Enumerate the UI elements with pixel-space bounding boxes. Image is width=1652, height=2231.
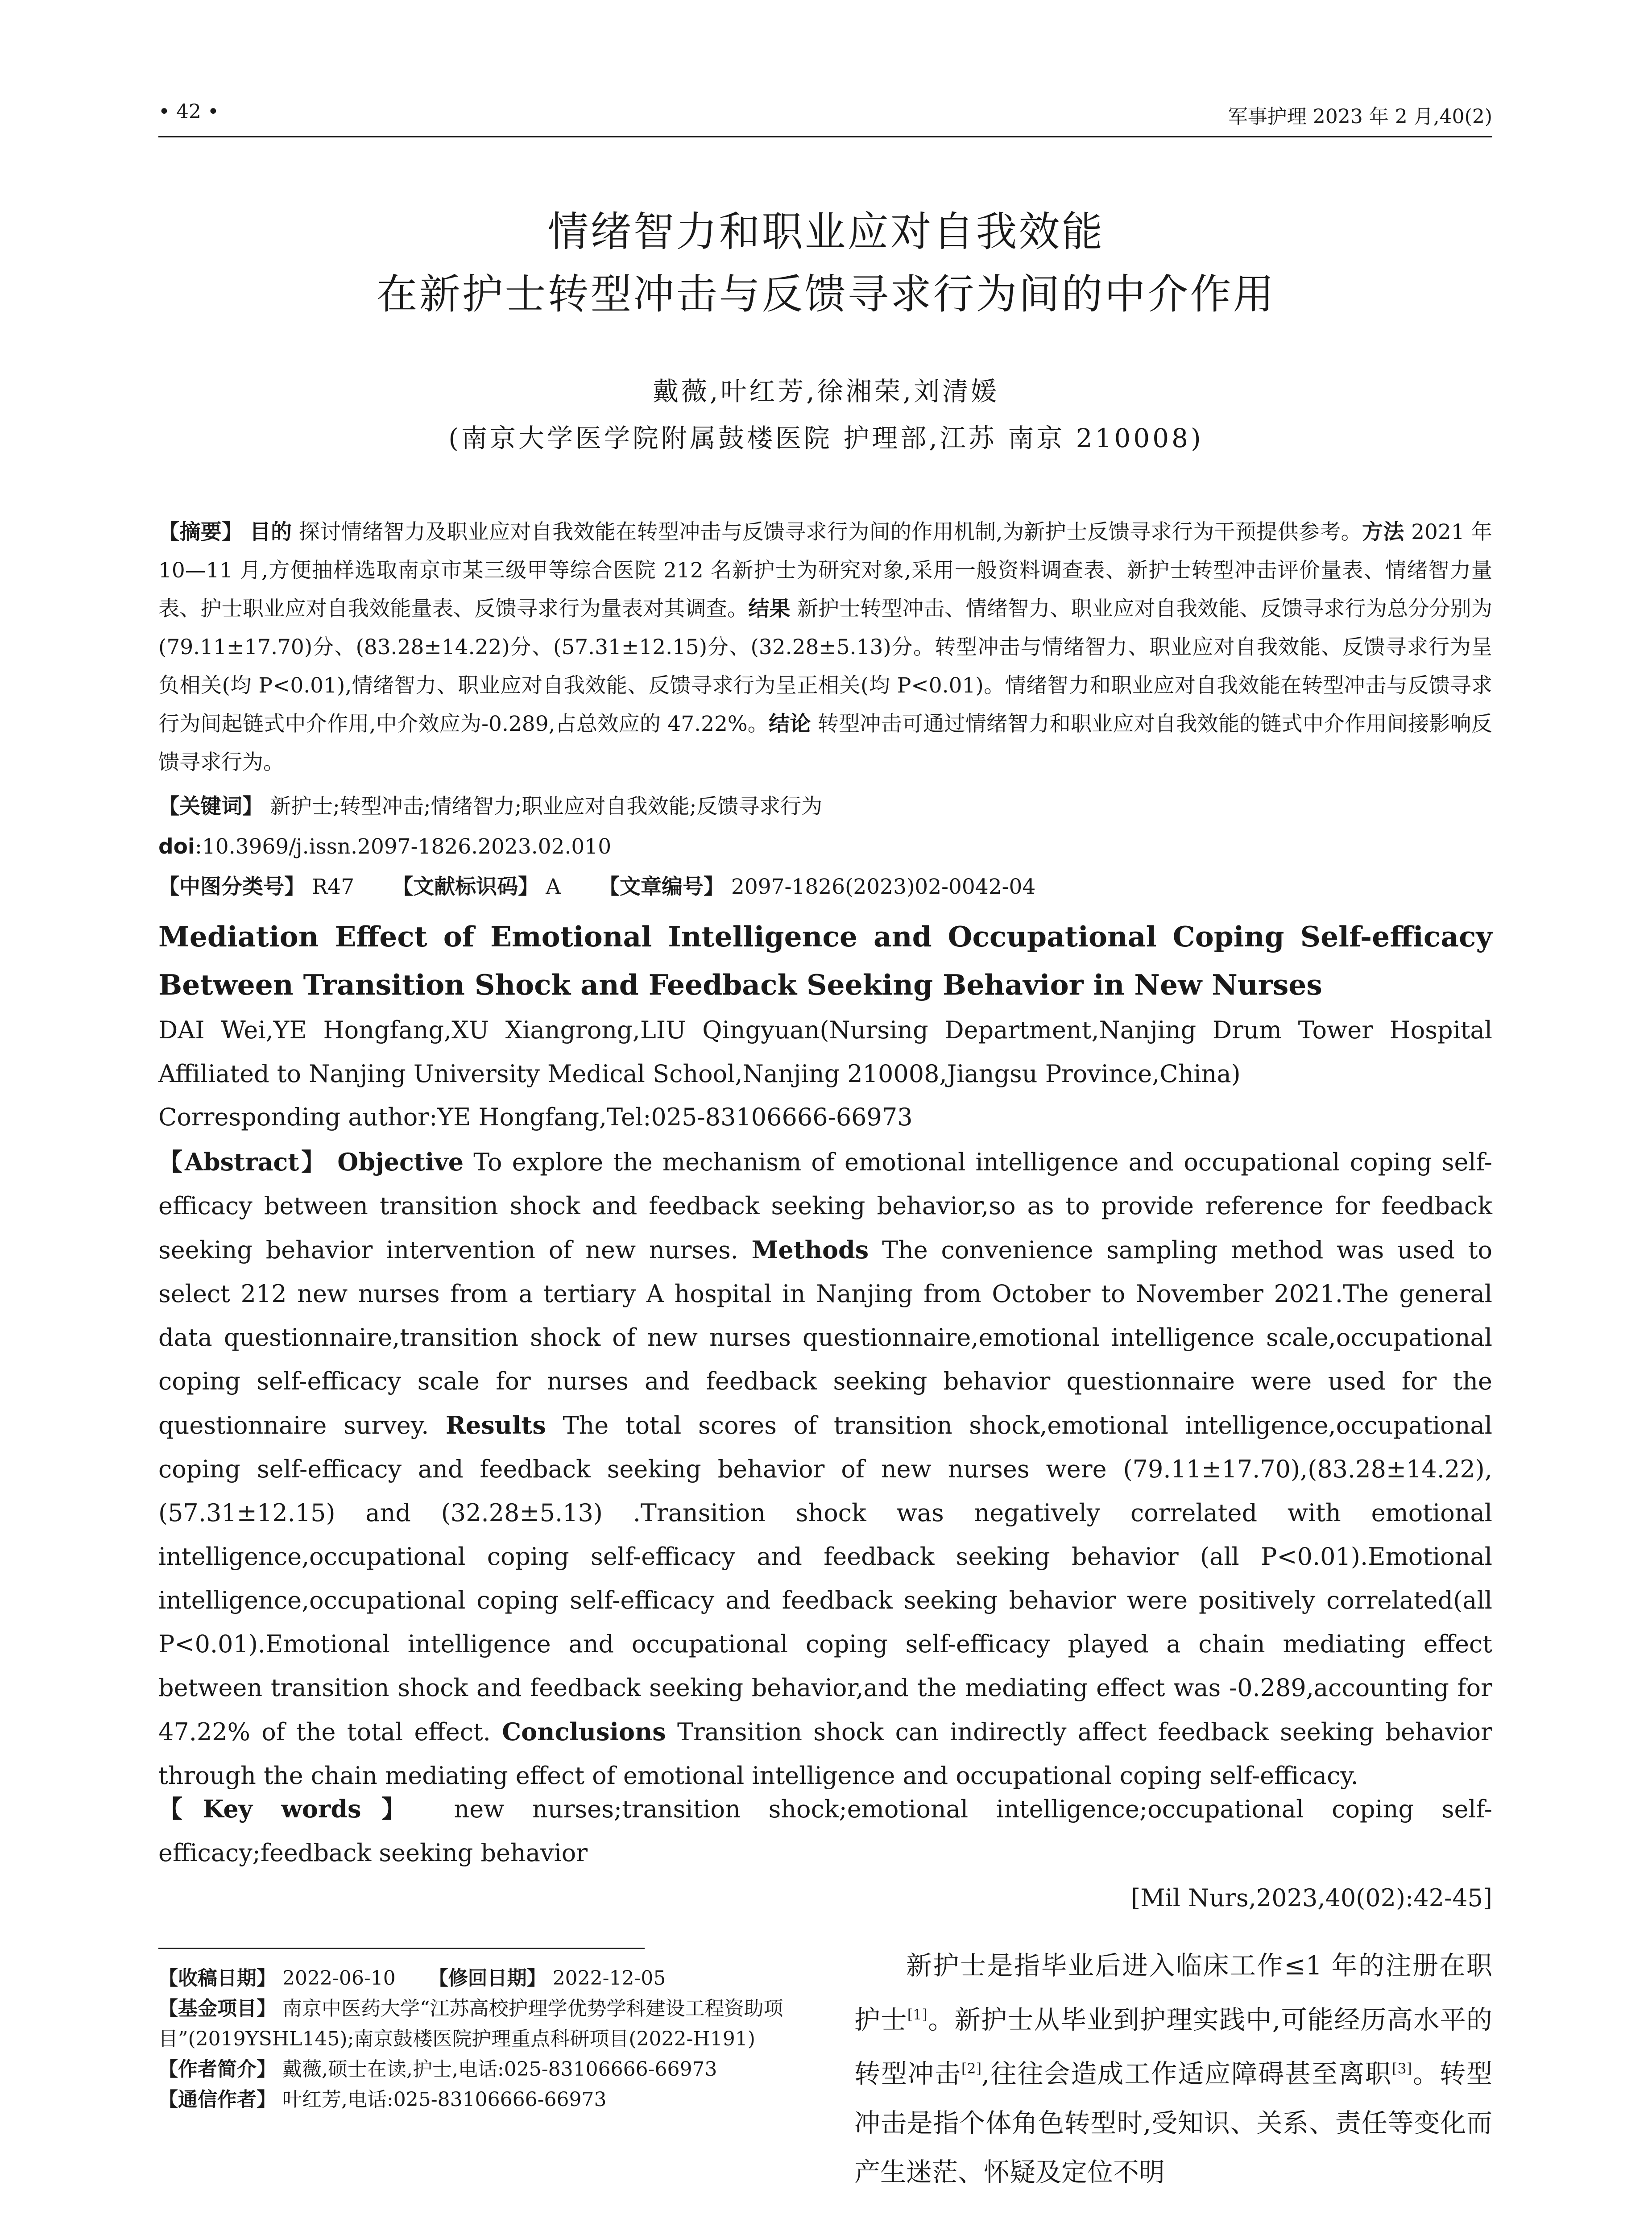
abstract-en-results: The total scores of transition shock,emotional intelligence,occupational coping self-efficacy and feedback seeking behavior of new nurses were (79.11±17.70),(83.28±14.22),(57.31±12.15) and (32.28±5.13) .Transition shock was negatively correlated with emotional intelligence,occupational coping self-efficacy and feedback seeking behavior (all P<0.01).Emotional intelligence,occupational coping self-efficacy and feedback seeking behavior were positively correlated(all P<0.01).Emotional intelligence and occupational coping self-efficacy played a chain mediating effect between transition shock and feedback seeking behavior,and the mediating effect was -0.289,accounting for 47.22% of the total effect. [158, 1411, 1492, 1746]
doi-line [158, 828, 1492, 866]
abstract-en-methods-label: Methods [751, 1236, 869, 1264]
abstract-zh-label: 【摘要】 [158, 520, 243, 544]
footnote-bio [158, 2054, 814, 2085]
title-zh-line2: 在新护士转型冲击与反馈寻求行为间的中介作用 [376, 270, 1276, 318]
received-label: 【收稿日期】 [158, 1967, 276, 1990]
ref-1[interactable]: [1] [907, 2006, 927, 2023]
contact-text: 叶红芳,电话:025-83106666-66973 [282, 2088, 607, 2111]
ref-2[interactable]: [2] [961, 2060, 982, 2078]
header-rule [158, 136, 1492, 137]
abstract-zh-objective-label: 目的 [249, 520, 292, 544]
received-date: 2022-06-10 [282, 1967, 396, 1990]
bio-label: 【作者简介】 [158, 2058, 276, 2081]
revised-label: 【修回日期】 [428, 1967, 547, 1990]
authors-zh: 戴薇,叶红芳,徐湘荣,刘清媛 [652, 376, 1000, 406]
abstract-zh-results: 新护士转型冲击、情绪智力、职业应对自我效能、反馈寻求行为总分分别为(79.11±17.70)分、(83.28±14.22)分、(57.31±12.15)分、(32.28±5.13)分。转型冲击与情绪智力、职业应对自我效能、反馈寻求行为呈负相关(均 P<0.01),情绪智力、职业应对自我效能、反馈寻求行为呈正相关(均 P<0.01)。情绪智力和职业应对自我效能在转型冲击与反馈寻求行为间起链式中介作用,中介效应为-0.289,占总效应的 47.22%。 [158, 597, 1493, 736]
footnote-dates [158, 1963, 814, 1994]
footnotes [158, 1963, 814, 2115]
abstract-zh-conclusion: 转型冲击可通过情绪智力和职业应对自我效能的链式中介作用间接影响反馈寻求行为。 [158, 712, 1492, 775]
bio-text: 戴薇,硕士在读,护士,电话:025-83106666-66973 [282, 2058, 717, 2081]
journal-info: 军事护理 2023 年 2 月,40(2) [1228, 105, 1492, 128]
abstract-zh-conclusion-label: 结论 [769, 712, 811, 736]
fund-text: 南京中医药大学“江苏高校护理学优势学科建设工程资助项目”(2019YSHL145);南京鼓楼医院护理重点科研项目(2022-H191) [158, 1997, 783, 2050]
doc-code-label: 【文献标识码】 [392, 875, 539, 899]
corresponding-en: Corresponding author:YE Hongfang,Tel:025-83106666-66973 [158, 1103, 913, 1131]
abstract-en-methods: The convenience sampling method was used to select 212 new nurses from a tertiary A hospital in Nanjing from October to November 2021.The general data questionnaire,transition shock of new nurses questionnaire,emotional intelligence scale,occupational coping self-efficacy scale for nurses and feedback seeking behavior questionnaire were used for the questionnaire survey. [158, 1236, 1492, 1439]
keywords-zh [158, 788, 1492, 826]
abstract-zh-methods-label: 方法 [1362, 520, 1404, 544]
abstract-zh [158, 513, 1492, 782]
citation: [Mil Nurs,2023,40(02):42-45] [1131, 1884, 1492, 1912]
clc-label: 【中图分类号】 [158, 875, 305, 899]
abstract-zh-objective: 探讨情绪智力及职业应对自我效能在转型冲击与反馈寻求行为间的作用机制,为新护士反馈寻求行为干预提供参考。 [298, 520, 1362, 544]
doc-code-value: A [546, 875, 561, 899]
keywords-zh-text: 新护士;转型冲击;情绪智力;职业应对自我效能;反馈寻求行为 [269, 794, 823, 819]
abstract-en [158, 1140, 1492, 1798]
contact-label: 【通信作者】 [158, 2088, 276, 2111]
keywords-zh-label: 【关键词】 [158, 794, 263, 819]
abstract-en-label: 【Abstract】 [158, 1148, 328, 1176]
abstract-zh-results-label: 结果 [748, 597, 791, 621]
fund-label: 【基金项目】 [158, 1997, 276, 2020]
keywords-en [158, 1787, 1492, 1875]
article-no-value: 2097-1826(2023)02-0042-04 [731, 875, 1036, 899]
footnote-fund [158, 1994, 814, 2054]
body-sentence-2: 。新护士从毕业到护理实践中,可能经历高水平的转型冲击 [854, 2004, 1492, 2089]
body-sentence-1: 新护士是指毕业后进入临床工作≤1 年的注册在职护士 [854, 1950, 1492, 2035]
abstract-en-conclusions-label: Conclusions [502, 1717, 666, 1746]
article-no-label: 【文章编号】 [598, 875, 725, 899]
revised-date: 2022-12-05 [552, 1967, 666, 1990]
abstract-en-results-label: Results [445, 1411, 546, 1439]
abstract-zh-methods: 2021 年 10—11 月,方便抽样选取南京市某三级甲等综合医院 212 名新护士为研究对象,采用一般资料调查表、新护士转型冲击评价量表、情绪智力量表、护士职业应对自我效能量表、反馈寻求行为量表对其调查。 [158, 520, 1492, 621]
authors-en: DAI Wei,YE Hongfang,XU Xiangrong,LIU Qingyuan(Nursing Department,Nanjing Drum Tower Hospital Affiliated to Nanjing University Medical School,Nanjing 210008,Jiangsu Province,China) [158, 1016, 1492, 1088]
doi-label: doi [158, 834, 195, 859]
title-en: Mediation Effect of Emotional Intelligence and Occupational Coping Self-efficacy Between Transition Shock and Feedback Seeking Behavior in New Nurses [158, 920, 1492, 1001]
abstract-en-conclusions: Transition shock can indirectly affect feedback seeking behavior through the chain mediating effect of emotional intelligence and occupational coping self-efficacy. [158, 1718, 1492, 1790]
title-zh-line1: 情绪智力和职业应对自我效能 [547, 208, 1105, 256]
body-sentence-3: ,往往会造成工作适应障碍甚至离职 [981, 2058, 1392, 2089]
abstract-en-objective-label: Objective [337, 1148, 464, 1176]
doi-value: :10.3969/j.issn.2097-1826.2023.02.010 [195, 834, 612, 859]
page-number: • 42 • [158, 100, 219, 123]
affiliation-zh: (南京大学医学院附属鼓楼医院 护理部,江苏 南京 210008) [448, 423, 1204, 453]
keywords-en-text: new nurses;transition shock;emotional intelligence;occupational coping self-efficacy;feedback seeking behavior [158, 1795, 1492, 1867]
footnote-contact [158, 2085, 814, 2115]
abstract-en-objective: To explore the mechanism of emotional intelligence and occupational coping self-efficacy between transition shock and feedback seeking behavior,so as to provide reference for feedback seeking behavior intervention of new nurses. [158, 1148, 1493, 1264]
ref-3[interactable]: [3] [1391, 2060, 1412, 2078]
classification-line [158, 868, 1492, 906]
body-paragraph [854, 1941, 1492, 2197]
clc-value: R47 [311, 875, 355, 899]
keywords-en-label: 【Key words】 [158, 1795, 426, 1823]
body-sentence-4: 。转型冲击是指个体角色转型时,受知识、关系、责任等变化而产生迷茫、怀疑及定位不明 [854, 2058, 1492, 2187]
footnote-rule [158, 1948, 645, 1949]
